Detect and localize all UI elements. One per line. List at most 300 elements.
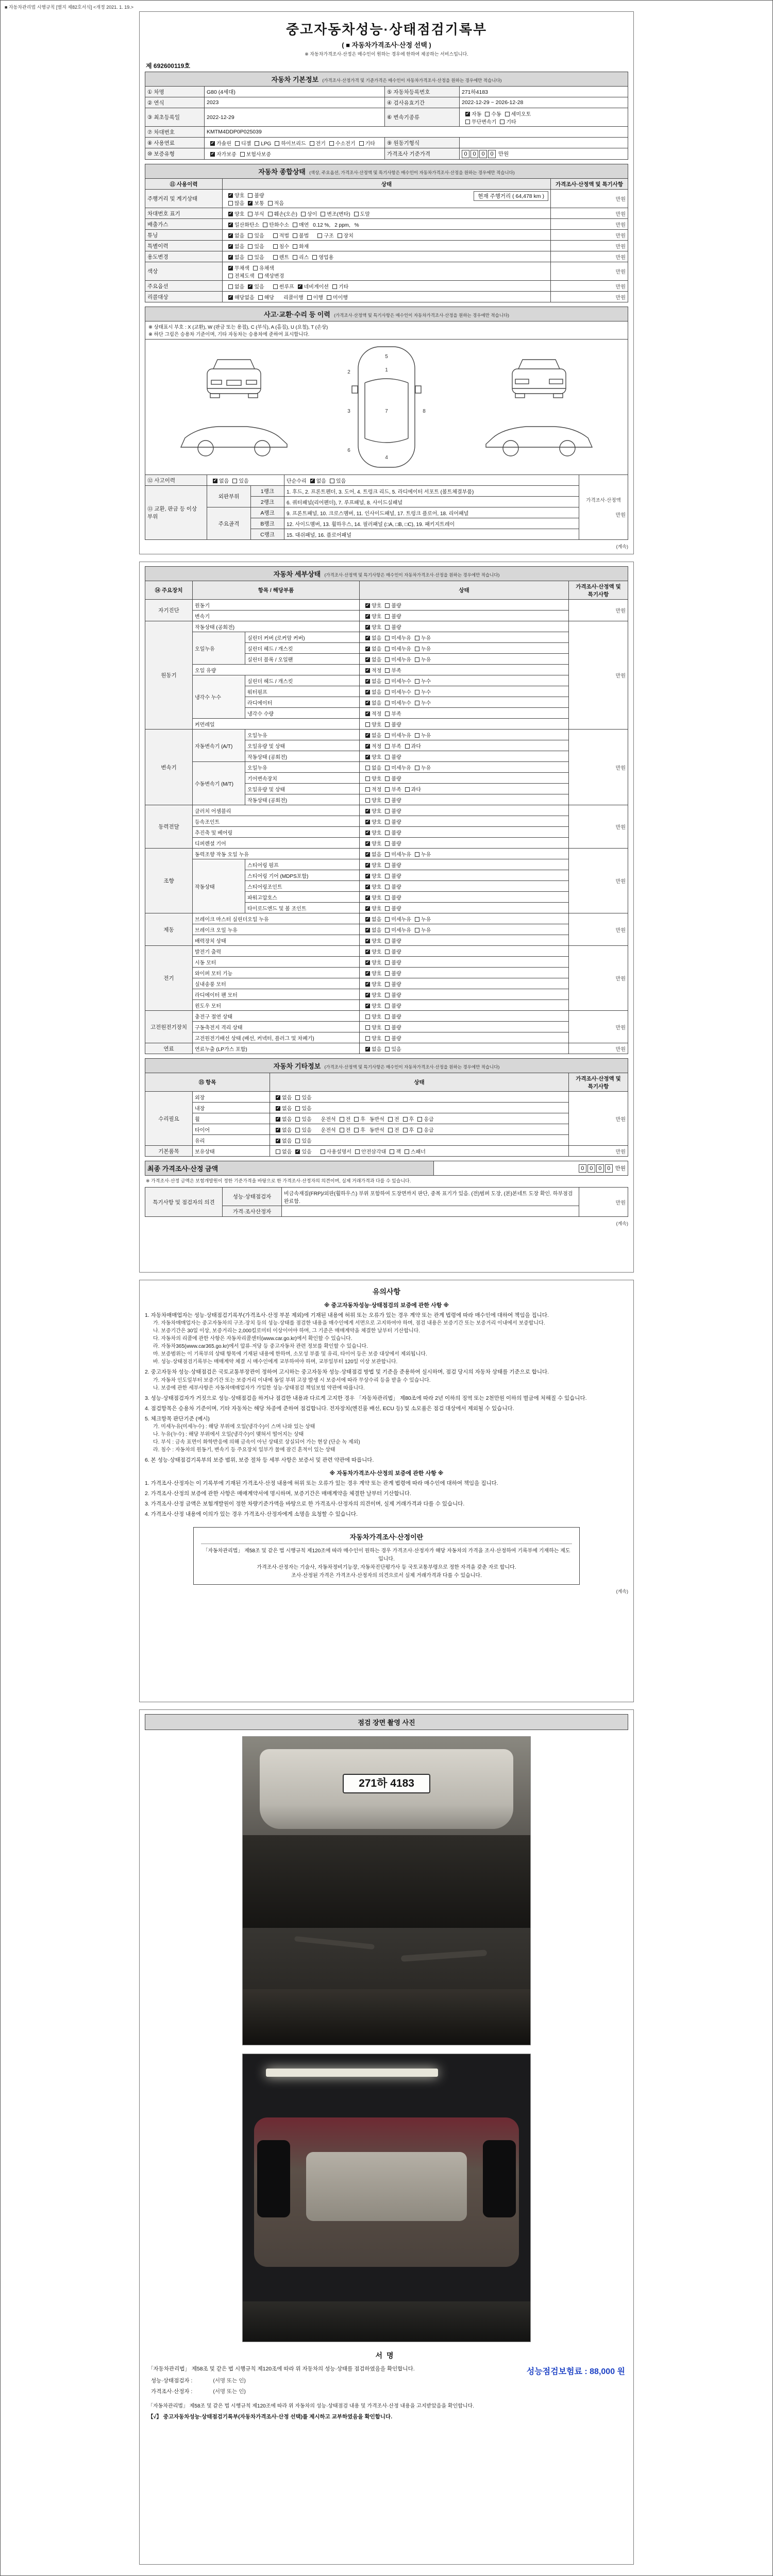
checkbox-option[interactable] xyxy=(365,1025,370,1030)
checkbox-option-label: 기타 xyxy=(506,119,516,125)
checkbox-option[interactable] xyxy=(295,1117,300,1122)
checkbox-option[interactable] xyxy=(385,928,390,933)
price-cell: 만원 xyxy=(550,262,628,281)
checkbox-option[interactable] xyxy=(385,787,390,792)
checkbox-option[interactable] xyxy=(268,212,273,216)
checkbox-option[interactable] xyxy=(258,295,263,300)
checkbox-option[interactable] xyxy=(385,625,390,630)
state-cell xyxy=(360,1032,569,1043)
checkbox-option[interactable] xyxy=(365,733,370,738)
checkbox-option[interactable] xyxy=(295,1149,300,1154)
checkbox-option[interactable] xyxy=(385,906,390,911)
checkbox-option[interactable] xyxy=(385,1004,390,1008)
checkbox-option-label: 불량 xyxy=(391,1003,401,1009)
opinion-row-who-1: 성능·상태점검자 xyxy=(223,1188,282,1206)
pricing-info-lines xyxy=(201,1547,572,1580)
checkbox-option[interactable] xyxy=(310,479,315,483)
checkbox-option[interactable] xyxy=(359,141,364,146)
checkbox-option[interactable] xyxy=(415,690,419,694)
checkbox-option[interactable] xyxy=(276,1106,280,1111)
state-cell xyxy=(360,935,569,946)
checkbox-option[interactable] xyxy=(385,647,390,651)
final-price-value xyxy=(434,1161,628,1176)
item-label: 색상 xyxy=(145,262,223,281)
item-label: 고전원전기배선 상태 (배선, 커넥터, 플러그 및 차폐기) xyxy=(193,1032,360,1043)
checkbox-option-label: 일산화탄소 xyxy=(234,222,260,228)
checkbox-option[interactable] xyxy=(295,1106,300,1111)
item-label: 오일유량 및 상태 xyxy=(245,740,360,751)
checkbox-option[interactable] xyxy=(365,744,370,749)
checkbox-option[interactable] xyxy=(365,614,370,619)
checkbox-option-label: 도말 xyxy=(360,211,370,217)
checkbox-option[interactable] xyxy=(465,120,470,124)
checkbox-option[interactable] xyxy=(365,766,370,770)
checkbox-option[interactable] xyxy=(232,479,237,483)
signature-line-appraiser: 가격조사·산정자 : (서명 또는 인) xyxy=(151,2388,246,2395)
checkbox-option[interactable] xyxy=(385,711,390,716)
checkbox-option[interactable] xyxy=(255,141,259,146)
detail-row xyxy=(145,924,628,935)
mileage-box: 현재 주행거리 ( 64,478 km ) xyxy=(474,191,548,201)
checkbox-option[interactable] xyxy=(273,244,278,249)
checkbox-option-label: 장치 xyxy=(343,233,354,239)
checkbox-option[interactable] xyxy=(365,1047,370,1052)
checkbox-option[interactable] xyxy=(415,679,419,684)
state-cell xyxy=(270,1135,569,1146)
item-label: 타이로드엔드 및 볼 조인트 xyxy=(245,903,360,913)
checkbox-option[interactable] xyxy=(301,212,306,216)
checkbox-option[interactable] xyxy=(240,152,245,157)
checkbox-option[interactable] xyxy=(385,798,390,803)
checkbox-option[interactable] xyxy=(332,284,337,289)
checkbox-option[interactable] xyxy=(253,266,258,270)
basic-section-bar: 자동차 기본정보 (가격조사·산정가격 및 기준가격은 매수인이 자동차가격조사·산정을 원하는 경우에만 적습니다) xyxy=(145,72,628,87)
checkbox-option[interactable] xyxy=(321,212,325,216)
checkbox-option[interactable] xyxy=(228,266,233,270)
checkbox-option-label: 있음 xyxy=(301,1138,312,1144)
checkbox-option-label: 불량 xyxy=(254,193,264,199)
checkbox-option[interactable] xyxy=(405,744,410,749)
checkbox-option[interactable] xyxy=(248,233,253,238)
checkbox-option[interactable] xyxy=(365,885,370,889)
checkbox-option[interactable] xyxy=(273,233,278,238)
checkbox-option[interactable] xyxy=(365,960,370,965)
checkbox-option[interactable] xyxy=(307,295,312,300)
checkbox-option[interactable] xyxy=(365,701,370,705)
price-cell: 만원 xyxy=(550,190,628,208)
field-value-reg-no: 271하4183 xyxy=(460,87,628,97)
checkbox-option[interactable] xyxy=(248,193,253,198)
notices-list-1 xyxy=(145,1311,628,1465)
state-text: 운전석 xyxy=(321,1116,336,1123)
checkbox-option[interactable] xyxy=(354,1117,359,1122)
checkbox-option[interactable] xyxy=(385,820,390,824)
notice-subitem-text: 나. 보증기간은 30일 이상, 보증거리는 2,000킬로미터 이상이어야 하며, 그 기준은 매매계약을 체결한 날부터 기산합니다. xyxy=(153,1328,421,1334)
checkbox-option[interactable] xyxy=(365,841,370,846)
checkbox-option[interactable] xyxy=(385,668,390,673)
checkbox-option[interactable] xyxy=(385,603,390,608)
checkbox-option[interactable] xyxy=(385,614,390,619)
checkbox-option[interactable] xyxy=(365,809,370,814)
checkbox-option[interactable] xyxy=(385,950,390,954)
checkbox-option[interactable] xyxy=(365,852,370,857)
checkbox-option[interactable] xyxy=(276,1095,280,1100)
acknowledgement-line-2: 【√】 중고자동차성능·상태점검기록부(자동차가격조사·산정 선택)를 제시하고 교부하였음을 확인합니다. xyxy=(148,2413,393,2420)
checkbox-option[interactable] xyxy=(385,766,390,770)
checkbox-option[interactable] xyxy=(365,982,370,987)
field-value-inspection: 2022-12-29 ~ 2026-12-28 xyxy=(460,97,628,108)
checkbox-option[interactable] xyxy=(385,809,390,814)
checkbox-option[interactable] xyxy=(340,1117,344,1122)
checkbox-option[interactable] xyxy=(365,711,370,716)
page-1 xyxy=(139,11,634,554)
checkbox-option[interactable] xyxy=(228,223,233,227)
checkbox-option[interactable] xyxy=(258,274,263,278)
checkbox-option[interactable] xyxy=(340,1128,344,1132)
checkbox-option[interactable] xyxy=(505,112,510,116)
item-label: 타이어 xyxy=(193,1124,270,1135)
checkbox-option-label: 없음 xyxy=(372,679,382,685)
checkbox-option[interactable] xyxy=(365,950,370,954)
notice-item xyxy=(145,1368,628,1392)
checkbox-option[interactable] xyxy=(354,212,359,216)
item-label: 발전기 출력 xyxy=(193,946,360,957)
checkbox-option[interactable] xyxy=(365,776,370,781)
checkbox-option[interactable] xyxy=(235,141,240,146)
checkbox-option[interactable] xyxy=(338,233,342,238)
checkbox-option[interactable] xyxy=(365,798,370,803)
detail-row xyxy=(145,946,628,957)
checkbox-option[interactable] xyxy=(317,233,322,238)
price-cell: 만원 xyxy=(568,1011,628,1043)
checkbox-option-label: 미세누수 xyxy=(391,700,411,706)
checkbox-option-label: 없음 xyxy=(316,478,326,484)
checkbox-option[interactable] xyxy=(248,201,253,206)
checkbox-option[interactable] xyxy=(390,1149,394,1154)
checkbox-option-label: 양호 xyxy=(372,1036,382,1042)
checkbox-option[interactable] xyxy=(210,141,215,146)
device-group-label: 제동 xyxy=(145,913,193,946)
checkbox-option-label: 불량 xyxy=(391,808,401,815)
checkbox-option[interactable] xyxy=(385,1036,390,1041)
exhaust-pipe-shape xyxy=(401,1950,488,1962)
checkbox-option[interactable] xyxy=(295,1128,300,1132)
device-group-label: 동력전달 xyxy=(145,805,193,849)
checkbox-option[interactable] xyxy=(385,852,390,857)
checkbox-option-label: 양호 xyxy=(372,614,382,620)
comp-col-price: 가격조사·산정액 및 특기사항 xyxy=(550,179,628,190)
item-label: 연료누출 (LP가스 포함) xyxy=(193,1043,360,1054)
rank1-label: 1랭크 xyxy=(251,486,284,497)
checkbox-option-label: 불량 xyxy=(391,819,401,825)
checkbox-option[interactable] xyxy=(385,831,390,835)
checkbox-option[interactable] xyxy=(415,766,419,770)
checkbox-option[interactable] xyxy=(354,1128,359,1132)
checkbox-option[interactable] xyxy=(293,255,297,260)
checkbox-option-label: 양호 xyxy=(372,776,382,782)
checkbox-option-label: 전 xyxy=(345,1127,351,1133)
checkbox-option[interactable] xyxy=(388,1117,393,1122)
checkbox-option[interactable] xyxy=(385,939,390,943)
opinion-row-text-2 xyxy=(282,1206,579,1217)
license-plate: 271하 4183 xyxy=(343,1774,430,1793)
ceiling-light-shape xyxy=(266,2069,439,2077)
state-cell xyxy=(360,989,569,1000)
checkbox-option[interactable] xyxy=(248,244,253,249)
item-label: 기어변속장치 xyxy=(245,773,360,784)
checkbox-option[interactable] xyxy=(365,679,370,684)
checkbox-option-label: 양호 xyxy=(372,949,382,955)
checkbox-option[interactable] xyxy=(415,657,419,662)
checkbox-option[interactable] xyxy=(385,885,390,889)
device-group-label: 전기 xyxy=(145,946,193,1011)
checkbox-option[interactable] xyxy=(365,690,370,694)
checkbox-option[interactable] xyxy=(276,1117,280,1122)
checkbox-option[interactable] xyxy=(465,112,470,116)
state-cell xyxy=(270,1103,569,1113)
checkbox-option[interactable] xyxy=(365,722,370,727)
checkbox-option[interactable] xyxy=(228,212,233,216)
checkbox-option[interactable] xyxy=(310,141,314,146)
notice-item xyxy=(145,1510,628,1518)
checkbox-option[interactable] xyxy=(385,982,390,987)
checkbox-option[interactable] xyxy=(385,895,390,900)
state-cell xyxy=(360,773,569,784)
checkbox-option[interactable] xyxy=(355,1149,360,1154)
checkbox-option-label: 불량 xyxy=(391,603,401,609)
checkbox-option[interactable] xyxy=(312,255,317,260)
checkbox-option[interactable] xyxy=(365,863,370,868)
checkbox-option[interactable] xyxy=(228,284,233,289)
checkbox-option[interactable] xyxy=(365,1004,370,1008)
checkbox-option[interactable] xyxy=(365,895,370,900)
checkbox-option[interactable] xyxy=(365,668,370,673)
opinion-title: 특기사항 및 점검자의 의견 xyxy=(145,1188,223,1217)
checkbox-option[interactable] xyxy=(417,1117,422,1122)
checkbox-option[interactable] xyxy=(405,787,410,792)
checkbox-option[interactable] xyxy=(385,744,390,749)
checkbox-option[interactable] xyxy=(415,647,419,651)
item-label: 원동기 xyxy=(193,600,360,611)
checkbox-option-label: 누유 xyxy=(421,765,431,771)
item-label: 클러치 어셈블리 xyxy=(193,805,360,816)
checkbox-option[interactable] xyxy=(327,295,331,300)
checkbox-option[interactable] xyxy=(213,479,217,483)
checkbox-option[interactable] xyxy=(417,1128,422,1132)
checkbox-option[interactable] xyxy=(385,960,390,965)
checkbox-option[interactable] xyxy=(365,636,370,640)
checkbox-option[interactable] xyxy=(365,971,370,976)
accident-history-options xyxy=(207,475,284,486)
checkbox-option[interactable] xyxy=(228,201,233,206)
state-cell xyxy=(360,654,569,665)
final-price-digit: 0 xyxy=(587,1164,595,1173)
checkbox-option[interactable] xyxy=(385,722,390,727)
checkbox-option[interactable] xyxy=(415,928,419,933)
checkbox-option[interactable] xyxy=(268,201,273,206)
inspector-opinion-table xyxy=(145,1187,628,1217)
checkbox-option[interactable] xyxy=(228,233,233,238)
checkbox-option[interactable] xyxy=(365,917,370,922)
checkbox-option-label: 적정 xyxy=(372,787,382,793)
checkbox-option[interactable] xyxy=(298,284,303,289)
device-group-label: 조향 xyxy=(145,849,193,913)
checkbox-option[interactable] xyxy=(228,274,233,278)
etc-group-label: 기본품목 xyxy=(145,1146,193,1157)
detail-row xyxy=(145,968,628,978)
checkbox-option[interactable] xyxy=(405,1149,409,1154)
checkbox-option[interactable] xyxy=(385,701,390,705)
checkbox-option[interactable] xyxy=(276,1149,280,1154)
checkbox-option-label: 없음 xyxy=(282,1138,292,1144)
item-label: 윈도우 모터 xyxy=(193,1000,360,1011)
field-label-warranty: ⑩ 보증유형 xyxy=(145,148,205,160)
state-cell xyxy=(360,740,569,751)
checkbox-option[interactable] xyxy=(385,874,390,878)
checkbox-option[interactable] xyxy=(388,1128,393,1132)
checkbox-option[interactable] xyxy=(385,1025,390,1030)
checkbox-option[interactable] xyxy=(210,152,215,157)
checkbox-option[interactable] xyxy=(385,841,390,846)
checkbox-option[interactable] xyxy=(365,1036,370,1041)
price-cell: 만원 xyxy=(568,849,628,913)
checkbox-option-label: 후 xyxy=(360,1127,365,1133)
checkbox-option[interactable] xyxy=(276,1128,280,1132)
checkbox-option[interactable] xyxy=(385,679,390,684)
opinion-row-text-1: 비금속재질(FRP)/외판(휠하우스) 부위 포함하여 도장면까지 판단, 중복 표기가 있음. (전)범퍼 도장, (본)본네트 도장 확인. 하부점검 완료함. xyxy=(282,1188,579,1206)
checkbox-option[interactable] xyxy=(365,603,370,608)
state-text: 동반석 xyxy=(369,1127,384,1133)
checkbox-option[interactable] xyxy=(228,295,233,300)
notice-item xyxy=(145,1311,628,1366)
checkbox-option[interactable] xyxy=(365,993,370,997)
checkbox-option[interactable] xyxy=(365,820,370,824)
checkbox-option[interactable] xyxy=(385,636,390,640)
checkbox-option[interactable] xyxy=(273,255,278,260)
document-title: 중고자동차성능·상태점검기록부 xyxy=(285,22,488,37)
checkbox-option[interactable] xyxy=(228,244,233,249)
field-label-engine: ⑨ 원동기형식 xyxy=(385,138,460,148)
price-cell: 만원 xyxy=(568,913,628,946)
checkbox-option-label: 누유 xyxy=(421,852,431,858)
base-price-digit: 0 xyxy=(479,150,487,158)
checkbox-option[interactable] xyxy=(263,223,267,227)
notice-item-text: 4. 점검항목은 승용차 기준이며, 기타 자동차는 해당 차종에 준하여 점검합니다. 전자장치(엔진룸 배선, ECU 등) 및 소모품은 점검 대상에서 제외될 수 있습니다. xyxy=(145,1405,514,1412)
checkbox-option[interactable] xyxy=(403,1128,408,1132)
checkbox-option[interactable] xyxy=(385,1047,390,1052)
checkbox-option[interactable] xyxy=(293,233,297,238)
price-cell: 만원 xyxy=(550,251,628,262)
notice-subitem-text: 나. 누유(누수) : 해당 부위에서 오일(냉각수)이 맺혀서 떨어지는 상태 xyxy=(153,1432,304,1438)
signature-statement: 「자동차관리법」 제58조 및 같은 법 시행규칙 제120조에 따라 위 자동차의 성능·상태를 점검하였음을 확인합니다. xyxy=(148,2366,415,2372)
checkbox-option[interactable] xyxy=(365,625,370,630)
checkbox-option-label: 미세누유 xyxy=(391,927,411,934)
checkbox-option[interactable] xyxy=(365,874,370,878)
checkbox-option[interactable] xyxy=(293,244,297,249)
checkbox-option[interactable] xyxy=(365,647,370,651)
checkbox-option[interactable] xyxy=(415,852,419,857)
checkbox-option-label: 전 xyxy=(394,1127,399,1133)
notice-subitem-text: 마. 보증범위는 이 기록부의 상태 항목에 기재된 내용에 한하며, 소모성 부품 및 유리, 타이어 등은 보증 대상에서 제외됩니다. xyxy=(153,1351,427,1358)
checkbox-option[interactable] xyxy=(385,1014,390,1019)
checkbox-option[interactable] xyxy=(365,755,370,759)
checkbox-option[interactable] xyxy=(500,120,505,124)
checkbox-option[interactable] xyxy=(385,993,390,997)
checkbox-option[interactable] xyxy=(415,733,419,738)
checkbox-option-label: 미세누유 xyxy=(391,657,411,663)
rankA-parts: 9. 프론트패널, 10. 크로스멤버, 11. 인사이드패널, 17. 트렁크 플로어, 18. 리어패널 xyxy=(284,507,579,518)
checkbox-option[interactable] xyxy=(365,1014,370,1019)
item-label: 내장 xyxy=(193,1103,270,1113)
checkbox-option[interactable] xyxy=(385,755,390,759)
checkbox-option-label: 부족 xyxy=(391,711,401,717)
checkbox-option[interactable] xyxy=(415,701,419,705)
checkbox-option[interactable] xyxy=(330,479,334,483)
detail-row xyxy=(145,1043,628,1054)
checkbox-option[interactable] xyxy=(321,1149,325,1154)
checkbox-option[interactable] xyxy=(385,776,390,781)
checkbox-option-label: 가솔린 xyxy=(216,141,231,147)
checkbox-option[interactable] xyxy=(485,112,490,116)
checkbox-option-label: 양호 xyxy=(372,1003,382,1009)
checkbox-option[interactable] xyxy=(385,733,390,738)
field-value-vin: KMTM4DDP0P025039 xyxy=(205,127,628,138)
checkbox-option[interactable] xyxy=(403,1117,408,1122)
checkbox-option-label: 후 xyxy=(409,1116,414,1123)
checkbox-option[interactable] xyxy=(385,917,390,922)
notice-item-text: 2. 가격조사·산정의 보증에 관한 사항은 매매계약서에 명시하며, 보증기간은 매매계약을 체결한 날부터 기산합니다. xyxy=(145,1490,411,1497)
checkbox-option[interactable] xyxy=(295,1095,300,1100)
checkbox-option[interactable] xyxy=(276,1139,280,1143)
checkbox-option[interactable] xyxy=(385,863,390,868)
checkbox-option[interactable] xyxy=(365,906,370,911)
checkbox-option[interactable] xyxy=(415,917,419,922)
checkbox-option[interactable] xyxy=(248,284,253,289)
checkbox-option[interactable] xyxy=(385,971,390,976)
state-cell xyxy=(360,805,569,816)
field-label-car-name: ① 차명 xyxy=(145,87,205,97)
checkbox-option[interactable] xyxy=(385,657,390,662)
checkbox-option[interactable] xyxy=(228,255,233,260)
checkbox-option[interactable] xyxy=(273,284,278,289)
checkbox-option[interactable] xyxy=(365,787,370,792)
checkbox-option[interactable] xyxy=(293,223,297,227)
checkbox-option-label: 불량 xyxy=(391,776,401,782)
checkbox-option[interactable] xyxy=(365,928,370,933)
checkbox-option-label: LPG xyxy=(261,141,272,147)
checkbox-option[interactable] xyxy=(248,212,253,216)
base-price-digit: 0 xyxy=(488,150,496,158)
state-cell xyxy=(360,632,569,643)
checkbox-option-label: 수소전기 xyxy=(335,141,356,147)
checkbox-option[interactable] xyxy=(228,193,233,198)
checkbox-option[interactable] xyxy=(385,690,390,694)
checkbox-option[interactable] xyxy=(248,255,253,260)
checkbox-option-label: 적정 xyxy=(372,743,382,750)
checkbox-option[interactable] xyxy=(365,657,370,662)
checkbox-option[interactable] xyxy=(295,1139,300,1143)
checkbox-option[interactable] xyxy=(415,636,419,640)
car-front-view-diagram xyxy=(198,353,270,405)
checkbox-option[interactable] xyxy=(329,141,334,146)
notice-subitem-text: 가. 자동차 인도일부터 보증기간 또는 보증거리 이내에 동일 부위 고장 발생 시 보증서에 따라 무상수리 등을 받을 수 있습니다. xyxy=(153,1377,431,1383)
detail-section-bar: 자동차 세부상태 (가격조사·산정액 및 특기사항은 매수인이 자동차가격조사·산정을 원하는 경우에만 적습니다) xyxy=(145,567,628,581)
checkbox-option[interactable] xyxy=(275,141,279,146)
checkbox-option[interactable] xyxy=(365,939,370,943)
notice-subitem-text: 라. 침수 : 자동차의 원동기, 변속기 등 주요장치 일부가 물에 잠긴 흔적이 있는 상태 xyxy=(153,1447,335,1453)
checkbox-option[interactable] xyxy=(365,831,370,835)
comp-row xyxy=(145,208,628,219)
